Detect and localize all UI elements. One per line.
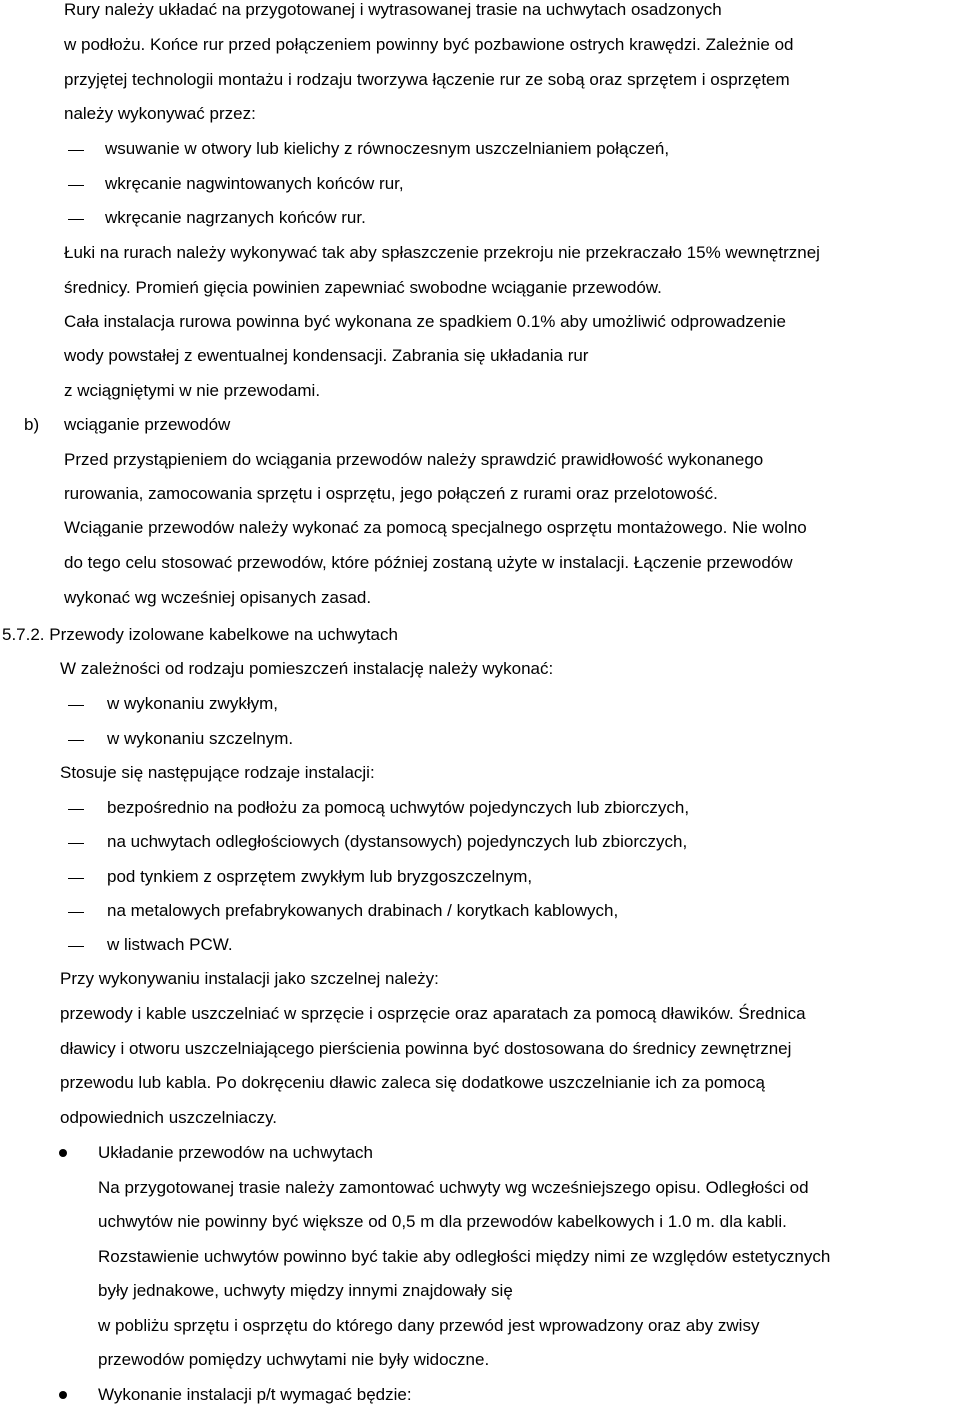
dash-icon [68,878,84,879]
bullet-title: Wykonanie instalacji p/t wymagać będzie: [98,1385,412,1404]
text-line: Stosuje się następujące rodzaje instalacji: [60,763,375,782]
text-line: były jednakowe, uchwyty między innymi znajdowały się [98,1281,513,1300]
text-line: wykonać wg wcześniej opisanych zasad. [64,588,372,607]
text-line: Wciąganie przewodów należy wykonać za pomocą specjalnego osprzętu montażowego. Nie wolno [64,518,807,537]
section-heading: wciąganie przewodów [64,415,231,434]
text-line: przyjętej technologii montażu i rodzaju tworzywa łączenie rur ze sobą oraz sprzętem i osprzętem [64,70,790,89]
text-line: Łuki na rurach należy wykonywać tak aby spłaszczenie przekroju nie przekraczało 15% wewnętrznej [64,243,820,262]
text-line: Na przygotowanej trasie należy zamontować uchwyty wg wcześniejszego opisu. Odległości od [98,1178,809,1197]
list-item: wkręcanie nagrzanych końców rur. [105,208,366,227]
list-item: bezpośrednio na podłożu za pomocą uchwytów pojedynczych lub zbiorczych, [107,798,690,817]
text-line: Przy wykonywaniu instalacji jako szczelnej należy: [60,969,439,988]
list-item: w listwach PCW. [107,935,233,954]
bullet-icon [59,1391,67,1399]
text-line: Cała instalacja rurowa powinna być wykonana ze spadkiem 0.1% aby umożliwić odprowadzenie [64,312,786,331]
section-marker: b) [24,415,40,434]
list-item: na uchwytach odległościowych (dystansowych) pojedynczych lub zbiorczych, [107,832,688,851]
dash-icon [68,185,84,186]
list-item: wkręcanie nagwintowanych końców rur, [105,174,404,193]
text-line: przewodów pomiędzy uchwytami nie były widoczne. [98,1350,490,1369]
dash-icon [68,809,84,810]
text-line: rurowania, zamocowania sprzętu i osprzętu, jego połączeń z rurami oraz przelotowość. [64,484,718,503]
text-line: przewodu lub kabla. Po dokręceniu dławic zaleca się dodatkowe uszczelnianie ich za pomocą [60,1073,765,1092]
text-line: średnicy. Promień gięcia powinien zapewniać swobodne wciąganie przewodów. [64,278,662,297]
text-line: wody powstałej z ewentualnej kondensacji. Zabrania się układania rur [64,346,589,365]
text-line: dławicy i otworu uszczelniającego pierścienia powinna być dostosowana do średnicy zewnętrznej [60,1039,792,1058]
text-line: W zależności od rodzaju pomieszczeń instalację należy wykonać: [60,659,554,678]
dash-icon [68,150,84,151]
list-item: na metalowych prefabrykowanych drabinach / korytkach kablowych, [107,901,619,920]
text-line: uchwytów nie powinny być większe od 0,5 m dla przewodów kabelkowych i 1.0 m. dla kabli. [98,1212,787,1231]
text-line: do tego celu stosować przewodów, które później zostaną użyte w instalacji. Łączenie przewodów [64,553,793,572]
text-line: Rozstawienie uchwytów powinno być takie aby odległości między nimi ze względów estetycznych [98,1247,831,1266]
dash-icon [68,705,84,706]
dash-icon [68,843,84,844]
text-line: w pobliżu sprzętu i osprzętu do którego dany przewód jest wprowadzony oraz aby zwisy [98,1316,760,1335]
dash-icon [68,946,84,947]
dash-icon [68,912,84,913]
text-line: odpowiednich uszczelniaczy. [60,1108,278,1127]
dash-icon [68,219,84,220]
list-item: pod tynkiem z osprzętem zwykłym lub bryzgoszczelnym, [107,867,533,886]
text-line: należy wykonywać przez: [64,104,256,123]
dash-icon [68,740,84,741]
text-line: Rury należy układać na przygotowanej i wytrasowanej trasie na uchwytach osadzonych [64,0,722,19]
text-line: w podłożu. Końce rur przed połączeniem powinny być pozbawione ostrych krawędzi. Zależnie od [64,35,794,54]
section-heading: 5.7.2. Przewody izolowane kabelkowe na uchwytach [2,625,398,644]
text-line: przewody i kable uszczelniać w sprzęcie i osprzęcie oraz aparatach za pomocą dławików. Średnica [60,1004,806,1023]
text-line: z wciągniętymi w nie przewodami. [64,381,321,400]
list-item: w wykonaniu szczelnym. [107,729,294,748]
bullet-icon [59,1149,67,1157]
list-item: wsuwanie w otwory lub kielichy z równoczesnym uszczelnianiem połączeń, [105,139,670,158]
list-item: w wykonaniu zwykłym, [107,694,278,713]
bullet-title: Układanie przewodów na uchwytach [98,1143,373,1162]
text-line: Przed przystąpieniem do wciągania przewodów należy sprawdzić prawidłowość wykonanego [64,450,764,469]
